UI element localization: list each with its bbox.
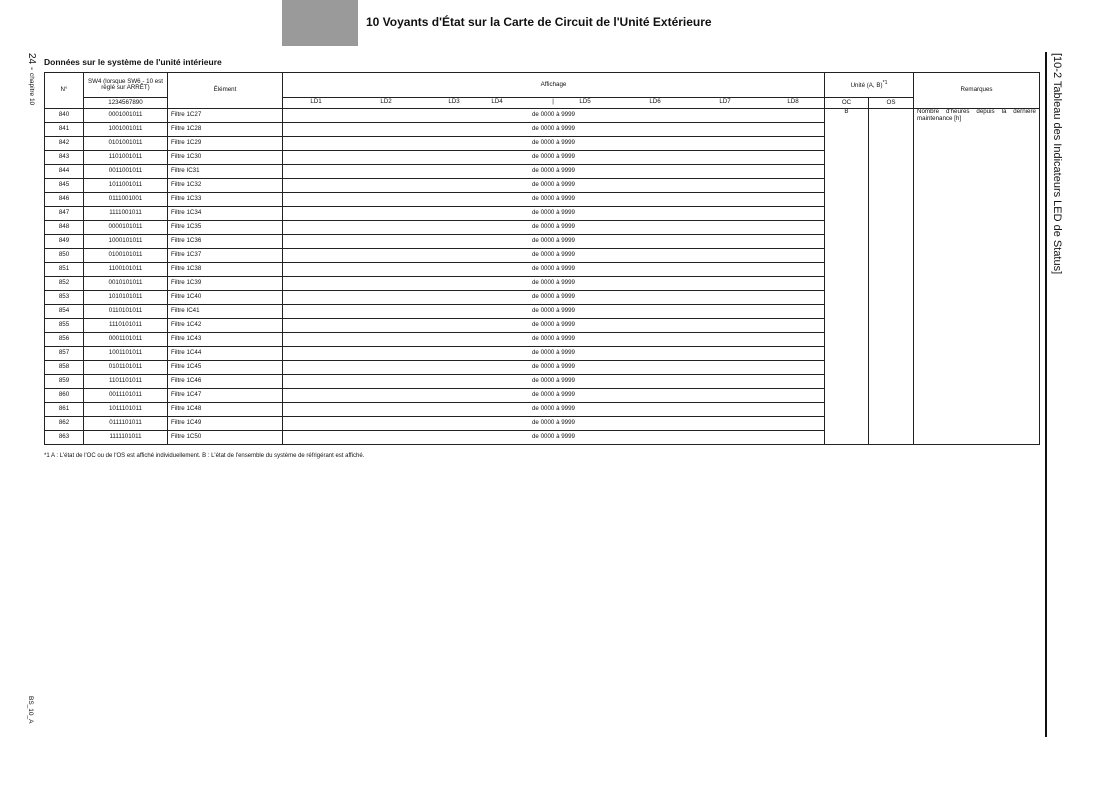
- cell-element: Filtre 1C47: [168, 389, 283, 403]
- cell-element: Filtre 1C40: [168, 291, 283, 305]
- cell-no: 863: [45, 431, 84, 445]
- cell-element: Filtre IC31: [168, 165, 283, 179]
- page-separator: -: [26, 64, 37, 74]
- led-label: LD7: [719, 98, 731, 105]
- cell-sw4: 1011101011: [84, 403, 168, 417]
- led-label: LD1: [310, 98, 322, 105]
- cell-element: Filtre 1C42: [168, 319, 283, 333]
- table-header-row: [45, 73, 1040, 98]
- cell-no: 855: [45, 319, 84, 333]
- cell-element: Filtre 1C34: [168, 207, 283, 221]
- cell-no: 848: [45, 221, 84, 235]
- header-element: Élément: [168, 73, 283, 109]
- section-title: Données sur le système de l'unité intérieure: [44, 57, 222, 67]
- cell-no: 846: [45, 193, 84, 207]
- cell-sw4: 0011101011: [84, 389, 168, 403]
- cell-element: Filtre IC41: [168, 305, 283, 319]
- cell-display: de 0000 à 9999: [283, 137, 825, 151]
- header-display: Affichage: [283, 73, 825, 98]
- cell-element: Filtre 1C30: [168, 151, 283, 165]
- cell-sw4: 0101001011: [84, 137, 168, 151]
- led-label: LD3: [448, 98, 460, 105]
- cell-element: Filtre 1C39: [168, 277, 283, 291]
- led-label: LD6: [649, 98, 661, 105]
- cell-no: 861: [45, 403, 84, 417]
- header-sw4: SW4 (lorsque SW6 - 10 est réglé sur ARRÊT): [84, 73, 168, 98]
- header-led-labels: [283, 98, 825, 109]
- cell-element: Filtre 1C37: [168, 249, 283, 263]
- cell-sw4: 0011001011: [84, 165, 168, 179]
- led-label: LD4: [491, 98, 503, 105]
- cell-no: 862: [45, 417, 84, 431]
- cell-element: Filtre 1C29: [168, 137, 283, 151]
- cell-display: de 0000 à 9999: [283, 123, 825, 137]
- cell-no: 843: [45, 151, 84, 165]
- cell-sw4: 0001101011: [84, 333, 168, 347]
- cell-element: Filtre 1C49: [168, 417, 283, 431]
- cell-element: Filtre 1C38: [168, 263, 283, 277]
- cell-sw4: 1001001011: [84, 123, 168, 137]
- led-label: LD2: [380, 98, 392, 105]
- header-oc: OC: [825, 98, 869, 109]
- led-label: LD5: [579, 98, 591, 105]
- cell-display: de 0000 à 9999: [283, 291, 825, 305]
- cell-unit-os: [869, 109, 914, 445]
- cell-sw4: 1000101011: [84, 235, 168, 249]
- cell-display: de 0000 à 9999: [283, 263, 825, 277]
- cell-no: 842: [45, 137, 84, 151]
- cell-no: 859: [45, 375, 84, 389]
- header-unit: [825, 73, 914, 98]
- cell-sw4: 0111101011: [84, 417, 168, 431]
- cell-display: de 0000 à 9999: [283, 389, 825, 403]
- cell-no: 850: [45, 249, 84, 263]
- cell-element: Filtre 1C43: [168, 333, 283, 347]
- cell-display: de 0000 à 9999: [283, 431, 825, 445]
- cell-element: Filtre 1C27: [168, 109, 283, 123]
- cell-sw4: 1011001011: [84, 179, 168, 193]
- chapter-label: chapitre 10: [28, 73, 35, 106]
- cell-display: de 0000 à 9999: [283, 151, 825, 165]
- cell-sw4: 1101001011: [84, 151, 168, 165]
- cell-sw4: 1010101011: [84, 291, 168, 305]
- cell-no: 841: [45, 123, 84, 137]
- cell-sw4: 0010101011: [84, 277, 168, 291]
- cell-no: 851: [45, 263, 84, 277]
- led-label: LD8: [787, 98, 799, 105]
- cell-no: 845: [45, 179, 84, 193]
- cell-element: Filtre 1C35: [168, 221, 283, 235]
- chapter-title: 10 Voyants d'État sur la Carte de Circuit de l'Unité Extérieure: [366, 15, 712, 29]
- cell-sw4: 0101101011: [84, 361, 168, 375]
- cell-element: Filtre 1C45: [168, 361, 283, 375]
- header-remarks: Remarques: [914, 73, 1040, 109]
- cell-sw4: 0110101011: [84, 305, 168, 319]
- cell-display: de 0000 à 9999: [283, 249, 825, 263]
- cell-element: Filtre 1C33: [168, 193, 283, 207]
- cell-unit-oc: B: [825, 109, 869, 445]
- cell-element: Filtre 1C46: [168, 375, 283, 389]
- cell-display: de 0000 à 9999: [283, 417, 825, 431]
- cell-remarks: Nombre d'heures depuis la dernière maintenance [h]: [914, 109, 1040, 445]
- cell-display: de 0000 à 9999: [283, 277, 825, 291]
- cell-no: 852: [45, 277, 84, 291]
- header-sw4-bits: 1234567890: [84, 98, 168, 109]
- section-side-title: [10-2 Tableau des Indicateurs LED de Status]: [1051, 53, 1063, 275]
- cell-display: de 0000 à 9999: [283, 403, 825, 417]
- cell-display: de 0000 à 9999: [283, 235, 825, 249]
- cell-no: 854: [45, 305, 84, 319]
- cell-element: Filtre 1C48: [168, 403, 283, 417]
- cell-display: de 0000 à 9999: [283, 333, 825, 347]
- cell-element: Filtre 1C50: [168, 431, 283, 445]
- led-label: |: [552, 98, 554, 105]
- cell-sw4: 0001001011: [84, 109, 168, 123]
- cell-display: de 0000 à 9999: [283, 347, 825, 361]
- cell-sw4: 1111001011: [84, 207, 168, 221]
- cell-no: 847: [45, 207, 84, 221]
- cell-sw4: 0111001001: [84, 193, 168, 207]
- status-led-table: [44, 72, 1040, 445]
- cell-display: de 0000 à 9999: [283, 165, 825, 179]
- cell-no: 858: [45, 361, 84, 375]
- cell-element: Filtre 1C36: [168, 235, 283, 249]
- cell-no: 857: [45, 347, 84, 361]
- cell-display: de 0000 à 9999: [283, 193, 825, 207]
- cell-sw4: 1100101011: [84, 263, 168, 277]
- cell-display: de 0000 à 9999: [283, 305, 825, 319]
- cell-no: 860: [45, 389, 84, 403]
- cell-display: de 0000 à 9999: [283, 375, 825, 389]
- page-number: 24: [26, 53, 37, 65]
- cell-no: 844: [45, 165, 84, 179]
- cell-display: de 0000 à 9999: [283, 109, 825, 123]
- cell-sw4: 1111101011: [84, 431, 168, 445]
- cell-element: Filtre 1C32: [168, 179, 283, 193]
- footnote: *1 A : L'état de l'OC ou de l'OS est affiché individuellement. B : L'état de l'ensemble du système de réfrigérant est affiché.: [44, 453, 365, 459]
- cell-sw4: 0000101011: [84, 221, 168, 235]
- cell-display: de 0000 à 9999: [283, 221, 825, 235]
- header-no: N°: [45, 73, 84, 109]
- cell-sw4: 0100101011: [84, 249, 168, 263]
- header-unit-label: Unité (A, B): [850, 81, 883, 89]
- cell-display: de 0000 à 9999: [283, 319, 825, 333]
- cell-no: 856: [45, 333, 84, 347]
- cell-sw4: 1110101011: [84, 319, 168, 333]
- cell-sw4: 1001101011: [84, 347, 168, 361]
- right-divider-line: [1045, 52, 1047, 737]
- cell-no: 853: [45, 291, 84, 305]
- cell-no: 840: [45, 109, 84, 123]
- header-os: OS: [869, 98, 914, 109]
- cell-element: Filtre 1C28: [168, 123, 283, 137]
- cell-element: Filtre 1C44: [168, 347, 283, 361]
- cell-sw4: 1101101011: [84, 375, 168, 389]
- cell-display: de 0000 à 9999: [283, 207, 825, 221]
- cell-display: de 0000 à 9999: [283, 361, 825, 375]
- document-code: BS_10_A: [27, 696, 34, 724]
- chapter-header-block: [282, 0, 358, 46]
- cell-no: 849: [45, 235, 84, 249]
- cell-display: de 0000 à 9999: [283, 179, 825, 193]
- header-unit-note: *1: [882, 79, 888, 86]
- page-chapter-marker: [26, 53, 37, 105]
- table-row: [45, 109, 1040, 123]
